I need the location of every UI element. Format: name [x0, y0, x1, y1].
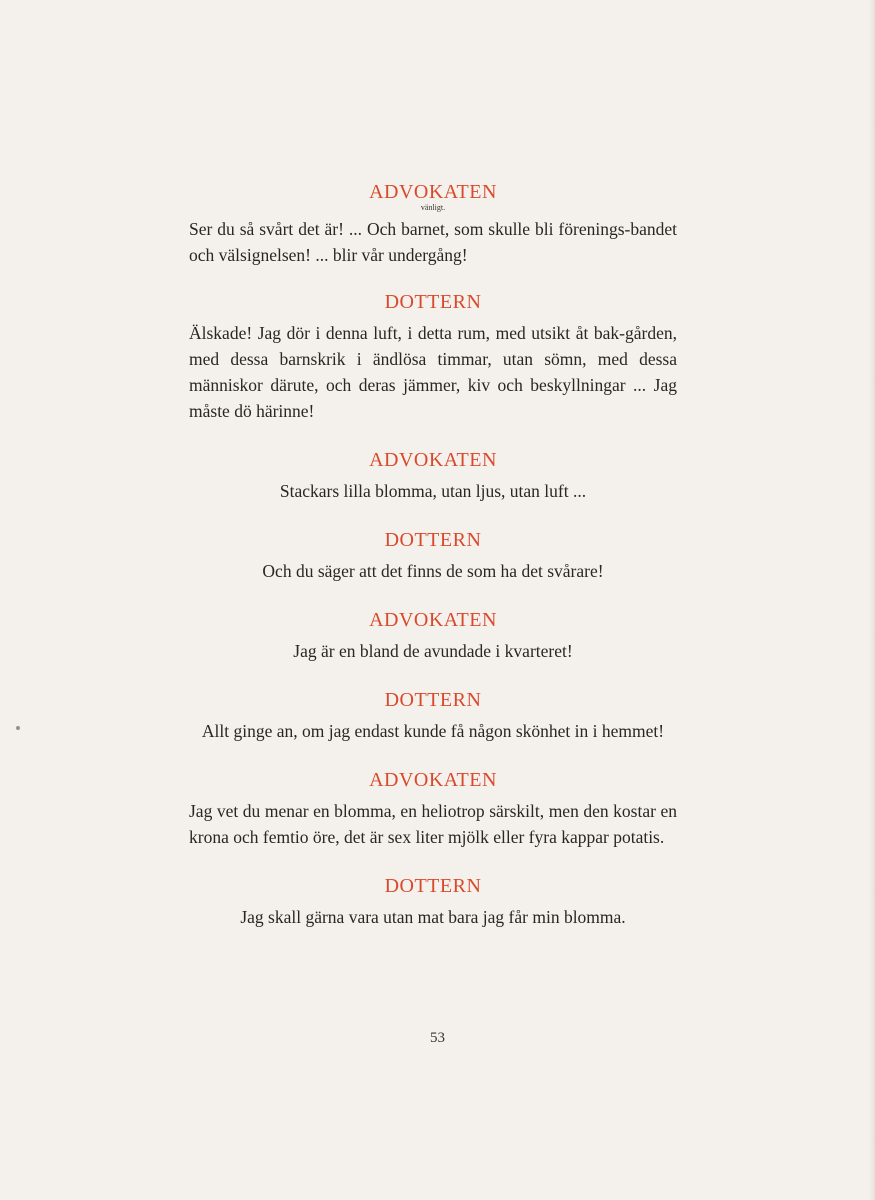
- dialogue-line: Allt ginge an, om jag endast kunde få någon skönhet in i hemmet!: [201, 721, 665, 741]
- dialogue-line: Jag skall gärna vara utan mat bara jag får min blomma.: [240, 907, 626, 927]
- speaker-name: ADVOKATEN: [369, 449, 497, 471]
- dialogue-line: Jag är en bland de avundade i kvarteret!: [293, 641, 573, 661]
- dialogue-line: Stackars lilla blomma, utan ljus, utan luft ...: [279, 481, 587, 501]
- speaker-name: DOTTERN: [384, 689, 482, 711]
- speaker-name: DOTTERN: [384, 875, 482, 897]
- page-number: 53: [430, 1030, 445, 1046]
- speaker-name: ADVOKATEN: [369, 609, 497, 631]
- paper-speck: [16, 726, 20, 730]
- speaker-name: ADVOKATEN: [369, 769, 497, 791]
- page-edge: [869, 0, 875, 1200]
- dialogue-line: Och du säger att det finns de som ha det svårare!: [262, 561, 604, 581]
- speaker-name: DOTTERN: [384, 529, 482, 551]
- stage-direction: vänligt.: [420, 203, 446, 212]
- speaker-name: DOTTERN: [384, 291, 482, 313]
- speaker-name: ADVOKATEN: [369, 181, 497, 203]
- dialogue-line: Älskade! Jag dör i denna luft, i detta rum, med utsikt åt bak-gården, med dessa barnskrik i ändlösa timmar, utan sömn, med dessa människor därute, och deras jämmer, kiv och beskyllningar ... Jag måste dö härinne!: [189, 323, 677, 421]
- dialogue-block: [189, 178, 677, 952]
- dialogue-line: Jag vet du menar en blomma, en heliotrop särskilt, men den kostar en krona och femtio öre, det är sex liter mjölk eller fyra kappar potatis.: [189, 801, 677, 847]
- dialogue-line: Ser du så svårt det är! ... Och barnet, som skulle bli förenings-bandet och välsignelsen! ... blir vår undergång!: [189, 219, 677, 265]
